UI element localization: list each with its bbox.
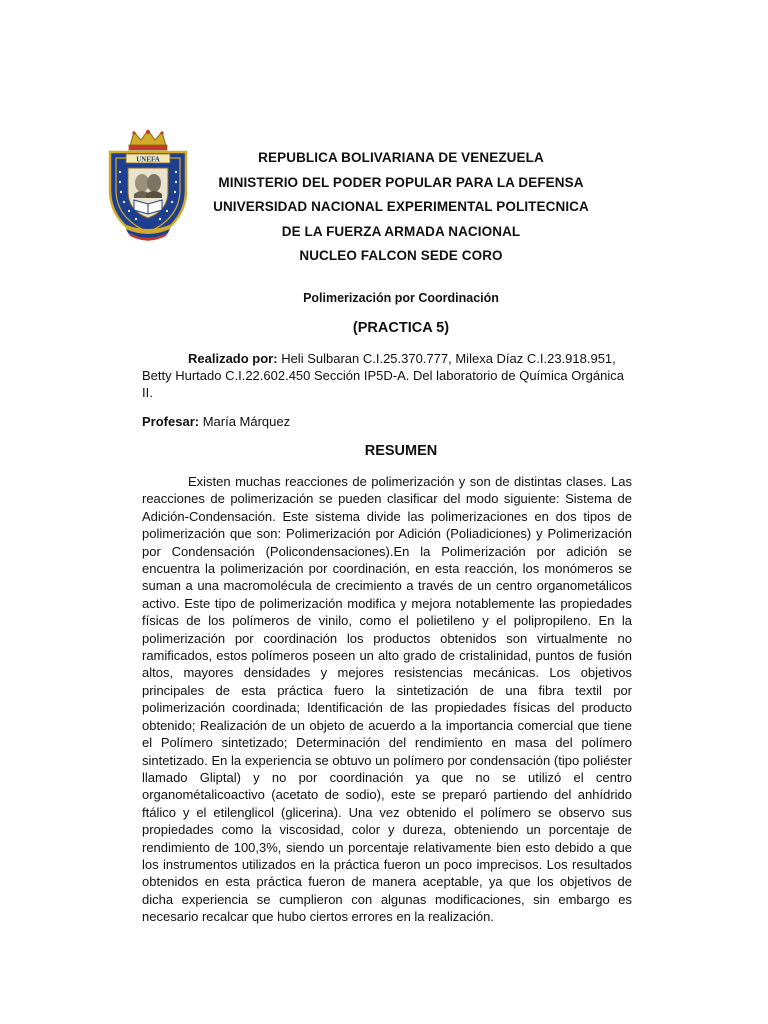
header-line-campus: NUCLEO FALCON SEDE CORO	[299, 248, 503, 263]
institution-header	[196, 146, 606, 269]
header-line-ministry: MINISTERIO DEL PODER POPULAR PARA LA DEFENSA	[218, 174, 584, 190]
document-title: Polimerización por Coordinación	[303, 291, 499, 305]
banner-text: UNEFA	[136, 155, 160, 164]
unefa-crest-logo	[104, 128, 192, 244]
header-line-republic: REPUBLICA BOLIVARIANA DE VENEZUELA	[258, 150, 544, 165]
professor-label: Profesar:	[142, 414, 200, 429]
authors-paragraph	[142, 350, 632, 401]
professor-name: María Márquez	[199, 414, 291, 429]
header-line-university: UNIVERSIDAD NACIONAL EXPERIMENTAL POLITECNICA	[213, 199, 589, 214]
crown-icon	[129, 130, 167, 150]
header-line-armed-force: DE LA FUERZA ARMADA NACIONAL	[281, 223, 521, 239]
authors-label: Realizado por:	[188, 351, 278, 366]
summary-body: Existen muchas reacciones de polimerización y son de distintas clases. Las reacciones de polimerización se pueden clasificar del modo siguiente: Sistema de Adición-Condensación. Este sistema divide las polimerizaciones en dos tipos de polimerización que son: Polimerización por Adición (Poliadiciones) y Polimerización por Condensación (Policondensaciones).En la Polimerización por adición se encuentra la polimerización por coordinación, en esta reacción, los monómeros se suman a una macromolécula de crecimiento a través de un centro organometálicos activo. Este tipo de polimerización modifica y mejora notablemente las propiedades físicas de los polímeros de vinilo, como el polietileno y el polipropileno. En la polimerización por coordinación los productos obtenidos son virtualmente no ramificados, estos polímeros poseen un alto grado de cristalinidad, puntos de fusión altos, mayores densidades y mejores resistencias mecánicas. Los objetivos principales de esta práctica fuero la sintetización de una fibra textil por polimerización coordinada; Identificación de las propiedades físicas del producto obtenido; Realización de un objeto de acuerdo a la importancia comercial que tiene el Polímero sintetizado; Determinación del rendimiento en masa del polímero sintetizado. En la experiencia se obtuvo un polímero por condensación (tipo poliéster llamado Gliptal) y no por coordinación ya que no se utilizó el centro organométalicoactivo (acetato de sodio), este se preparó partiendo del anhídrido ftálico y el etilenglicol (glicerina). Una vez obtenido el polímero se observo sus propiedades como la viscosidad, color y dureza, obteniendo un porcentaje de rendimiento de 100,3%, siendo un porcentaje relativamente bien esto debido a que los instrumentos utilizados en la práctica fueron un poco imprecisos. Los resultados obtenidos en esta práctica fueron de manera aceptable, ya que los objetivos de dicha experiencia se cumplieron con algunas modificaciones, sin embargo es necesario recalcar que hubo ciertos errores en la realización.	[142, 474, 632, 925]
practice-number: (PRACTICA 5)	[352, 320, 450, 336]
summary-heading: RESUMEN	[364, 443, 438, 459]
authors-text: Heli Sulbaran C.I.25.370.777, Milexa Díaz C.I.23.918.951, Betty Hurtado C.I.22.602.450 Sección IP5D-A. Del laboratorio de Química Orgánica II.	[142, 351, 624, 400]
professor-line	[142, 413, 290, 430]
